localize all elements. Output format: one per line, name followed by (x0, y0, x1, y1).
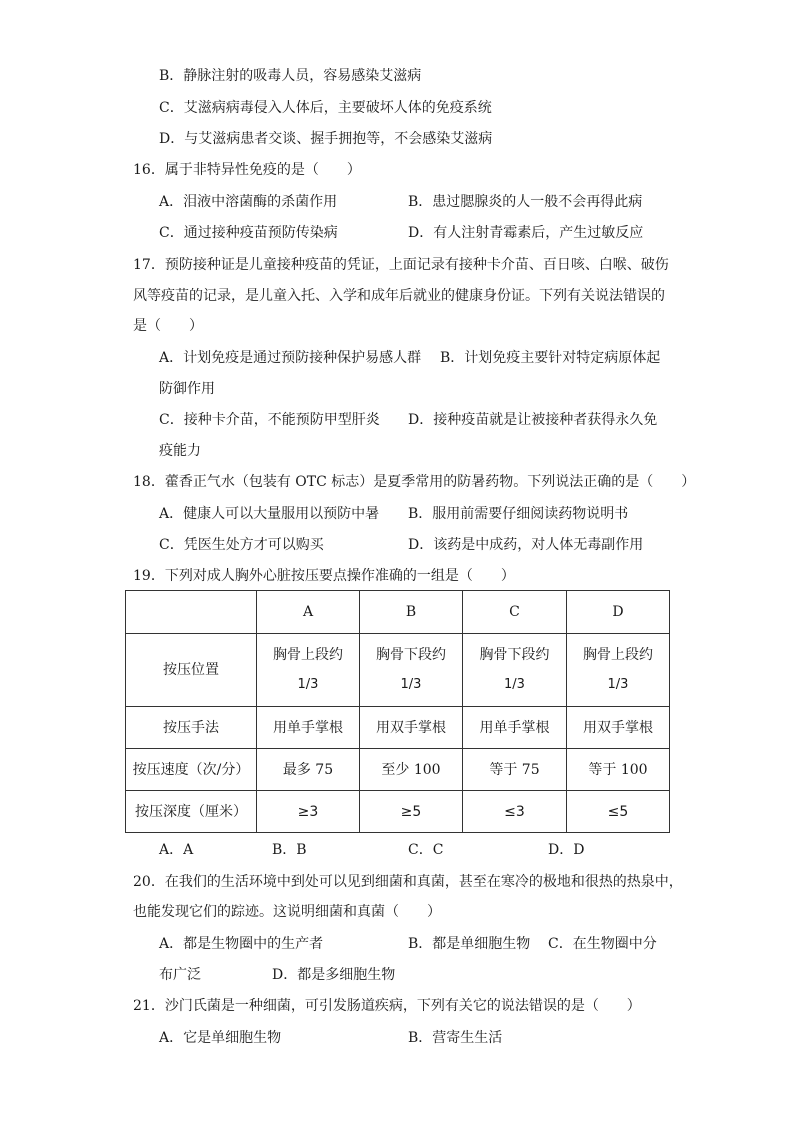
row-label-rate: 按压速度（次/分） (126, 749, 257, 791)
cell-fraction: 1/3 (607, 677, 629, 692)
cell-text: 胸骨上段约 (583, 647, 653, 663)
q16-option-c: C．通过接种疫苗预防传染病 (159, 225, 338, 241)
table-cell: 至少 100 (360, 749, 463, 791)
q17-stem-line2: 风等疫苗的记录，是儿童入托、入学和成年后就业的健康身份证。下列有关说法错误的 (133, 288, 665, 304)
table-cell: 等于 75 (463, 749, 567, 791)
q16-option-b: B．患过腮腺炎的人一般不会再得此病 (408, 194, 643, 210)
table-row-depth (126, 791, 670, 833)
q15-option-b: B．静脉注射的吸毒人员，容易感染艾滋病 (159, 68, 422, 84)
table-cell: 等于 100 (567, 749, 670, 791)
q17-option-d: D．接种疫苗就是让被接种者获得永久免 (408, 412, 658, 428)
cell-fraction: 1/3 (504, 677, 525, 692)
cpr-table (125, 590, 670, 833)
q19-option-c: C．C (408, 842, 444, 858)
q21-option-b: B．营寄生生活 (408, 1030, 503, 1046)
q20-option-c: C．在生物圈中分 (548, 936, 657, 952)
q19-stem: 19．下列对成人胸外心脏按压要点操作准确的一组是（ ） (133, 568, 515, 584)
table-row-technique (126, 707, 670, 749)
q18-option-b: B．服用前需要仔细阅读药物说明书 (408, 506, 629, 522)
table-cell: ≥5 (360, 791, 463, 833)
q17-stem-line3: 是（ ） (133, 318, 203, 334)
q17-option-c: C．接种卡介苗，不能预防甲型肝炎 (159, 412, 380, 428)
row-label-position: 按压位置 (126, 634, 257, 707)
q21-option-a: A．它是单细胞生物 (159, 1030, 282, 1046)
cell-text: 胸骨下段约 (376, 647, 446, 663)
q15-option-c: C．艾滋病病毒侵入人体后，主要破坏人体的免疫系统 (159, 100, 492, 116)
q20-option-d: D．都是多细胞生物 (272, 967, 396, 983)
table-cell: ≥3 (257, 791, 360, 833)
table-cell (257, 634, 360, 707)
q15-option-d: D．与艾滋病患者交谈、握手拥抱等，不会感染艾滋病 (159, 131, 493, 147)
table-cell: 用单手掌根 (257, 707, 360, 749)
table-header-d: D (567, 591, 670, 634)
q18-option-a: A．健康人可以大量服用以预防中暑 (159, 506, 380, 522)
q21-stem: 21．沙门氏菌是一种细菌，可引发肠道疾病，下列有关它的说法错误的是（ ） (133, 998, 641, 1014)
table-cell: 最多 75 (257, 749, 360, 791)
q20-option-c-cont: 布广泛 (159, 967, 201, 983)
q18-stem: 18．藿香正气水（包装有 OTC 标志）是夏季常用的防暑药物。下列说法正确的是（ ） (133, 474, 696, 490)
cell-fraction: 1/3 (400, 677, 422, 692)
q18-option-d: D．该药是中成药，对人体无毒副作用 (408, 537, 644, 553)
q20-option-b: B．都是单细胞生物 (408, 936, 531, 952)
q16-option-d: D．有人注射青霉素后，产生过敏反应 (408, 225, 644, 241)
q19-option-d: D．D (548, 842, 585, 858)
table-cell: 用双手掌根 (360, 707, 463, 749)
table-row-rate (126, 749, 670, 791)
q20-stem-line1: 20．在我们的生活环境中到处可以见到细菌和真菌，甚至在寒冷的极地和很热的热泉中， (133, 874, 683, 890)
table-cell: 用双手掌根 (567, 707, 670, 749)
table-cell (567, 634, 670, 707)
table-cell: 用单手掌根 (463, 707, 567, 749)
q19-option-b: B．B (272, 842, 307, 858)
cell-text: 胸骨上段约 (273, 647, 343, 663)
q20-option-a: A．都是生物圈中的生产者 (159, 936, 324, 952)
q18-option-c: C．凭医生处方才可以购买 (159, 537, 324, 553)
q17-stem-line1: 17．预防接种证是儿童接种疫苗的凭证，上面记录有接种卡介苗、百日咳、白喉、破伤 (133, 257, 669, 273)
q19-option-a: A．A (159, 842, 194, 858)
table-cell (360, 634, 463, 707)
table-cell: ≤3 (463, 791, 567, 833)
q16-option-a: A．泪液中溶菌酶的杀菌作用 (159, 194, 338, 210)
q16-stem: 16．属于非特异性免疫的是（ ） (133, 162, 361, 178)
cell-fraction: 1/3 (297, 677, 319, 692)
table-header-c: C (463, 591, 567, 634)
table-header-a: A (257, 591, 360, 634)
table-cell: ≤5 (567, 791, 670, 833)
row-label-technique: 按压手法 (126, 707, 257, 749)
q17-option-b: B．计划免疫主要针对特定病原体起 (440, 350, 661, 366)
cell-text: 胸骨下段约 (479, 647, 550, 663)
q17-option-d-cont: 疫能力 (159, 443, 201, 459)
row-label-depth: 按压深度（厘米） (126, 791, 257, 833)
table-row-position (126, 634, 670, 707)
table-header-empty (126, 591, 257, 634)
q17-option-a: A．计划免疫是通过预防接种保护易感人群 (159, 350, 422, 366)
table-cell (463, 634, 567, 707)
q20-stem-line2: 也能发现它们的踪迹。这说明细菌和真菌（ ） (133, 904, 441, 920)
table-header-row (126, 591, 670, 634)
q17-option-b-cont: 防御作用 (159, 381, 215, 397)
table-header-b: B (360, 591, 463, 634)
